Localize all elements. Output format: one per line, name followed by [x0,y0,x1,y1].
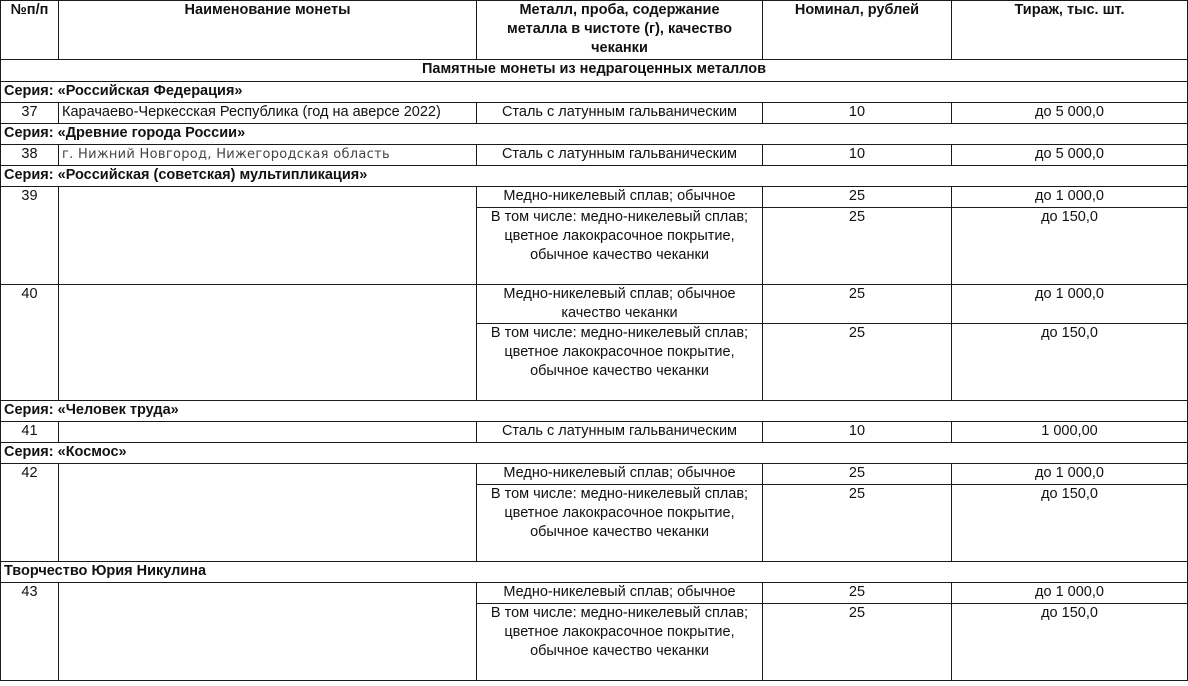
coin-nominal: 25 [763,485,952,562]
coin-metal: В том числе: медно-никелевый сплав; цветное лакокрасочное покрытие, обычное качество чеканки [477,208,763,285]
coin-nominal: 25 [763,208,952,285]
coin-metal: Медно-никелевый сплав; обычное [477,464,763,485]
coin-name: г. Нижний Новгород, Нижегородская область [59,145,477,166]
coin-name: Карачаево-Черкесская Республика (год на аверсе 2022) [59,103,477,124]
coin-nominal: 10 [763,103,952,124]
header-metal: Металл, проба, содержание металла в чистоте (г), качество чеканки [477,1,763,60]
coin-metal: В том числе: медно-никелевый сплав; цветное лакокрасочное покрытие, обычное качество чеканки [477,324,763,401]
coin-tirage: до 1 000,0 [952,187,1188,208]
table-row [1,464,1188,485]
coin-name [59,464,477,562]
coin-metal: Сталь с латунным гальваническим [477,422,763,443]
row-num: 39 [1,187,59,285]
header-row [1,1,1188,60]
series-title: Серия: «Российская (советская) мультипликация» [1,166,1188,187]
series-row [1,443,1188,464]
coin-tirage: до 150,0 [952,208,1188,285]
coin-tirage: 1 000,00 [952,422,1188,443]
header-name: Наименование монеты [59,1,477,60]
group-row [1,60,1188,82]
coin-metal: В том числе: медно-никелевый сплав; цветное лакокрасочное покрытие, обычное качество чеканки [477,485,763,562]
coin-metal: Сталь с латунным гальваническим [477,103,763,124]
coin-tirage: до 150,0 [952,604,1188,681]
coin-metal: Медно-никелевый сплав; обычное [477,187,763,208]
coin-name [59,187,477,285]
coin-nominal: 10 [763,145,952,166]
coin-name [59,422,477,443]
table-row [1,583,1188,604]
coin-tirage: до 1 000,0 [952,464,1188,485]
series-row [1,82,1188,103]
coin-tirage: до 1 000,0 [952,285,1188,324]
coin-name [59,285,477,401]
coin-tirage: до 150,0 [952,485,1188,562]
coin-nominal: 25 [763,187,952,208]
coin-nominal: 25 [763,464,952,485]
series-title: Серия: «Человек труда» [1,401,1188,422]
table-row [1,187,1188,208]
row-num: 43 [1,583,59,681]
series-title: Творчество Юрия Никулина [1,562,1188,583]
row-num: 41 [1,422,59,443]
header-num: №п/п [1,1,59,60]
row-num: 37 [1,103,59,124]
coin-nominal: 25 [763,285,952,324]
table-row [1,285,1188,324]
coin-nominal: 25 [763,604,952,681]
coin-nominal: 25 [763,583,952,604]
coin-nominal: 10 [763,422,952,443]
series-row [1,562,1188,583]
coin-metal: Медно-никелевый сплав; обычное качество чеканки [477,285,763,324]
series-row [1,166,1188,187]
coin-tirage: до 5 000,0 [952,103,1188,124]
series-title: Серия: «Российская Федерация» [1,82,1188,103]
table-row [1,145,1188,166]
coin-tirage: до 5 000,0 [952,145,1188,166]
row-num: 38 [1,145,59,166]
header-nominal: Номинал, рублей [763,1,952,60]
coin-nominal: 25 [763,324,952,401]
table-row [1,422,1188,443]
coin-name [59,583,477,681]
coin-metal: Сталь с латунным гальваническим [477,145,763,166]
coin-metal: Медно-никелевый сплав; обычное [477,583,763,604]
coin-tirage: до 1 000,0 [952,583,1188,604]
group-title: Памятные монеты из недрагоценных металлов [1,60,1188,82]
series-title: Серия: «Древние города России» [1,124,1188,145]
header-tirage: Тираж, тыс. шт. [952,1,1188,60]
series-title: Серия: «Космос» [1,443,1188,464]
row-num: 42 [1,464,59,562]
table-row [1,103,1188,124]
row-num: 40 [1,285,59,401]
coin-tirage: до 150,0 [952,324,1188,401]
coin-metal: В том числе: медно-никелевый сплав; цветное лакокрасочное покрытие, обычное качество чеканки [477,604,763,681]
series-row [1,124,1188,145]
series-row [1,401,1188,422]
